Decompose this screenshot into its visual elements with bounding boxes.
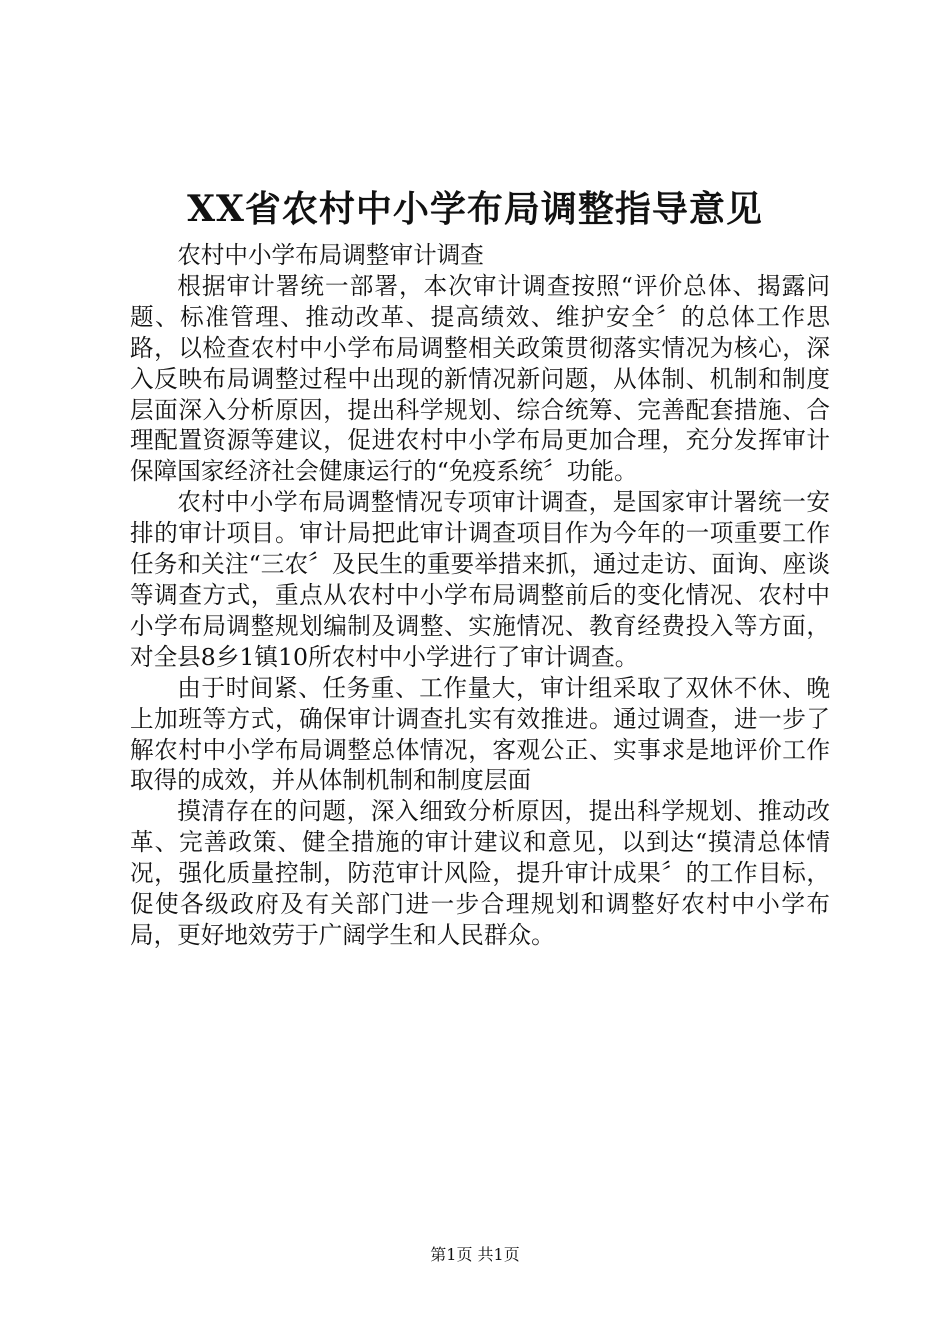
document-body bbox=[130, 240, 830, 951]
paragraph: 摸清存在的问题，深入细致分析原因，提出科学规划、推动改革、完善政策、健全措施的审计建议和意见，以到达“摸清总体情况，强化质量控制，防范审计风险，提升审计成果〞的工作目标，促使各级政府及有关部门进一步合理规划和调整好农村中小学布局，更好地效劳于广阔学生和人民群众。 bbox=[130, 797, 830, 949]
paragraph: 由于时间紧、任务重、工作量大，审计组采取了双休不休、晚上加班等方式，确保审计调查扎实有效推进。通过调查，进一步了解农村中小学布局调整总体情况，客观公正、实事求是地评价工作取得的成效，并从体制机制和制度层面 bbox=[130, 673, 830, 795]
document-title: XX省农村中小学布局调整指导意见 bbox=[187, 188, 763, 230]
paragraph: 根据审计署统一部署，本次审计调查按照“评价总体、揭露问题、标准管理、推动改革、提高绩效、维护安全〞的总体工作思路，以检查农村中小学布局调整相关政策贯彻落实情况为核心，深入反映布局调整过程中出现的新情况新问题，从体制、机制和制度层面深入分析原因，提出科学规划、综合统筹、完善配套措施、合理配置资源等建议，促进农村中小学布局更加合理，充分发挥审计保障国家经济社会健康运行的“免疫系统〞功能。 bbox=[130, 271, 830, 486]
paragraph-subtitle: 农村中小学布局调整审计调查 bbox=[177, 241, 484, 269]
paragraph: 农村中小学布局调整情况专项审计调查，是国家审计署统一安排的审计项目。审计局把此审计调查项目作为今年的一项重要工作任务和关注“三农〞及民生的重要举措来抓，通过走访、面询、座谈等调查方式，重点从农村中小学布局调整前后的变化情况、农村中小学布局调整规划编制及调整、实施情况、教育经费投入等方面，对全县8乡1镇10所农村中小学进行了审计调查。 bbox=[130, 488, 830, 671]
page-footer: 第1页 共1页 bbox=[430, 1245, 520, 1264]
